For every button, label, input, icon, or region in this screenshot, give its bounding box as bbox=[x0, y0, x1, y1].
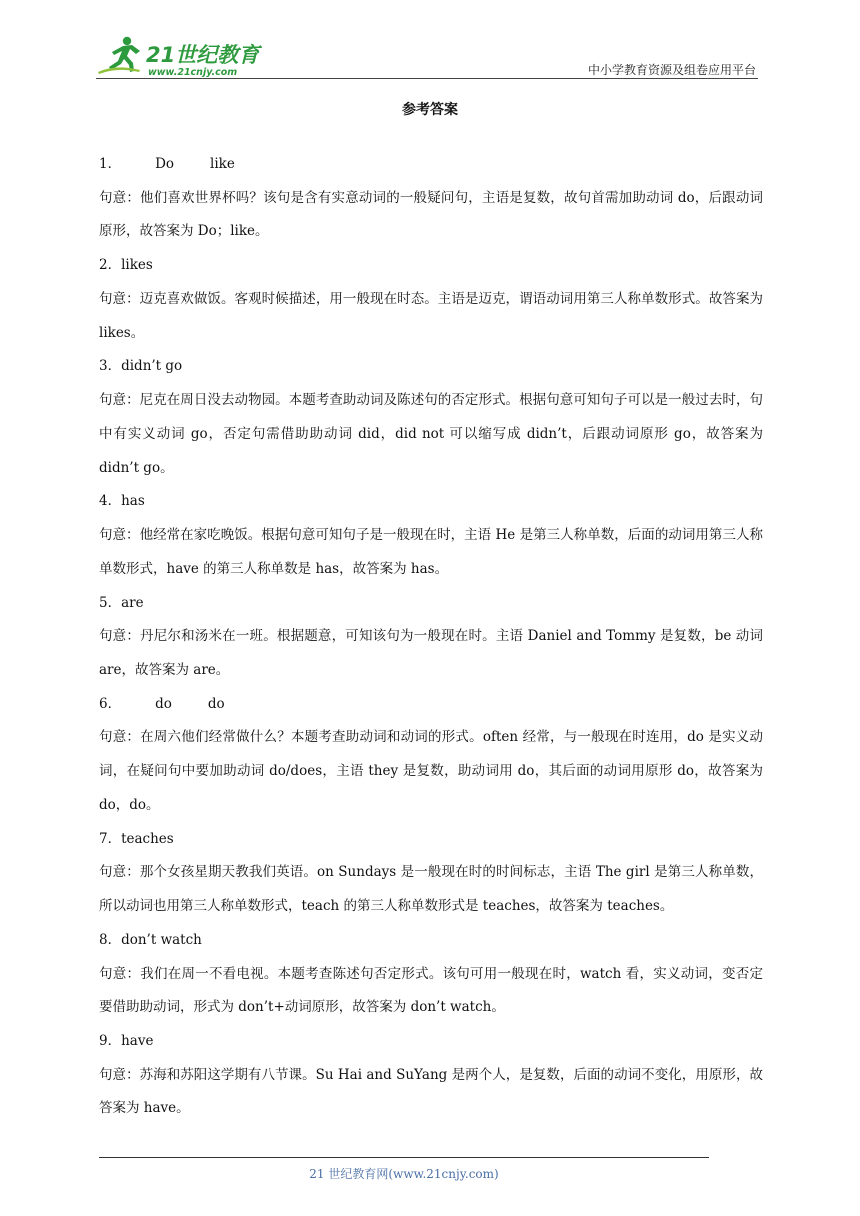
answer-text: has bbox=[121, 493, 145, 510]
answer-text: are bbox=[121, 594, 144, 611]
explanation-text: 句意：在周六他们经常做什么？本题考查助动词和动词的形式。often 经常，与一般现在时连用，do 是实义动词，在疑问句中要加助动词 do/does，主语 they 是复数，助动词用 do，其后面的动词用原形 do，故答案为 do，do。 bbox=[99, 729, 763, 813]
answer-text: like bbox=[210, 156, 235, 172]
answer-text: don’t watch bbox=[121, 931, 202, 948]
answer-line bbox=[99, 249, 763, 283]
answer-text: have bbox=[121, 1033, 154, 1050]
answer-item bbox=[99, 823, 763, 924]
answer-line bbox=[99, 924, 763, 958]
answer-line bbox=[99, 688, 763, 722]
answer-text: do bbox=[155, 695, 172, 712]
header-divider bbox=[96, 78, 758, 79]
explanation-text: 句意：他经常在家吃晚饭。根据句意可知句子是一般现在时，主语 He 是第三人称单数，后面的动词用第三人称单数形式，have 的第三人称单数是 has，故答案为 has。 bbox=[99, 526, 763, 577]
answer-line bbox=[99, 587, 763, 621]
answer-item bbox=[99, 688, 763, 823]
logo-url: www.21cnjy.com bbox=[148, 67, 238, 78]
question-number: 2． bbox=[99, 257, 122, 274]
explanation-text: 句意：苏海和苏阳这学期有八节课。Su Hai and SuYang 是两个人，是复数，后面的动词不变化，用原形，故答案为 have。 bbox=[99, 1066, 763, 1117]
answer-line bbox=[99, 148, 763, 182]
question-number: 4． bbox=[99, 493, 122, 510]
page-footer: 21 世纪教育网(www.21cnjy.com) bbox=[309, 1167, 499, 1181]
answer-line bbox=[99, 350, 763, 384]
explanation-text: 句意：他们喜欢世界杯吗？该句是含有实意动词的一般疑问句，主语是复数，故句首需加助动词 do，后跟动词原形，故答案为 Do；like。 bbox=[99, 189, 763, 240]
answer-text: teaches bbox=[121, 830, 174, 847]
explanation-text: 句意：那个女孩星期天教我们英语。on Sundays 是一般现在时的时间标志，主语 The girl 是第三人称单数，所以动词也用第三人称单数形式，teach 的第三人称单数形式是 teaches，故答案为 teaches。 bbox=[99, 864, 763, 915]
explanation-text: 句意：尼克在周日没去动物园。本题考查助动词及陈述句的否定形式。根据句意可知句子可以是一般过去时，句中有实义动词 go，否定句需借助助动词 did，did not 可以缩写成 didn’t，后跟动词原形 go，故答案为 didn’t go。 bbox=[99, 391, 763, 476]
question-number: 9． bbox=[99, 1033, 122, 1050]
answer-item bbox=[99, 587, 763, 688]
answer-text: do bbox=[207, 695, 225, 712]
logo bbox=[96, 34, 266, 78]
explanation-text: 句意：丹尼尔和汤米在一班。根据题意，可知该句为一般现在时。主语 Daniel and Tommy 是复数，be 动词 are，故答案为 are。 bbox=[99, 628, 763, 678]
answer-list bbox=[99, 148, 763, 1126]
question-number: 5． bbox=[99, 594, 122, 611]
footer-divider bbox=[99, 1157, 709, 1158]
answer-line bbox=[99, 823, 763, 857]
logo-text: 21世纪教育 bbox=[146, 43, 260, 67]
answer-item bbox=[99, 350, 763, 485]
answer-item bbox=[99, 249, 763, 350]
question-number: 3． bbox=[99, 358, 122, 375]
answer-text: Do bbox=[155, 156, 175, 172]
question-number: 8． bbox=[99, 931, 122, 948]
answer-item bbox=[99, 924, 763, 1025]
answer-line bbox=[99, 485, 763, 519]
explanation-text: 句意：迈克喜欢做饭。客观时候描述，用一般现在时态。主语是迈克，谓语动词用第三人称单数形式。故答案为 likes。 bbox=[99, 290, 763, 341]
question-number: 1． bbox=[99, 156, 122, 172]
answer-text: likes bbox=[121, 257, 153, 274]
runner-icon bbox=[98, 37, 140, 74]
answer-line bbox=[99, 1025, 763, 1059]
answer-text: didn’t go bbox=[121, 358, 183, 375]
answer-item bbox=[99, 148, 763, 249]
explanation-text: 句意：我们在周一不看电视。本题考查陈述句否定形式。该句可用一般现在时，watch 看，实义动词，变否定要借助助动词，形式为 don’t+动词原形，故答案为 don’t watch。 bbox=[99, 965, 763, 1016]
question-number: 6． bbox=[99, 695, 122, 712]
page-title: 参考答案 bbox=[402, 102, 458, 118]
answer-item bbox=[99, 485, 763, 586]
answer-item bbox=[99, 1025, 763, 1126]
header-platform-text: 中小学教育资源及组卷应用平台 bbox=[587, 63, 756, 77]
question-number: 7． bbox=[99, 830, 122, 847]
page-header bbox=[96, 34, 758, 82]
